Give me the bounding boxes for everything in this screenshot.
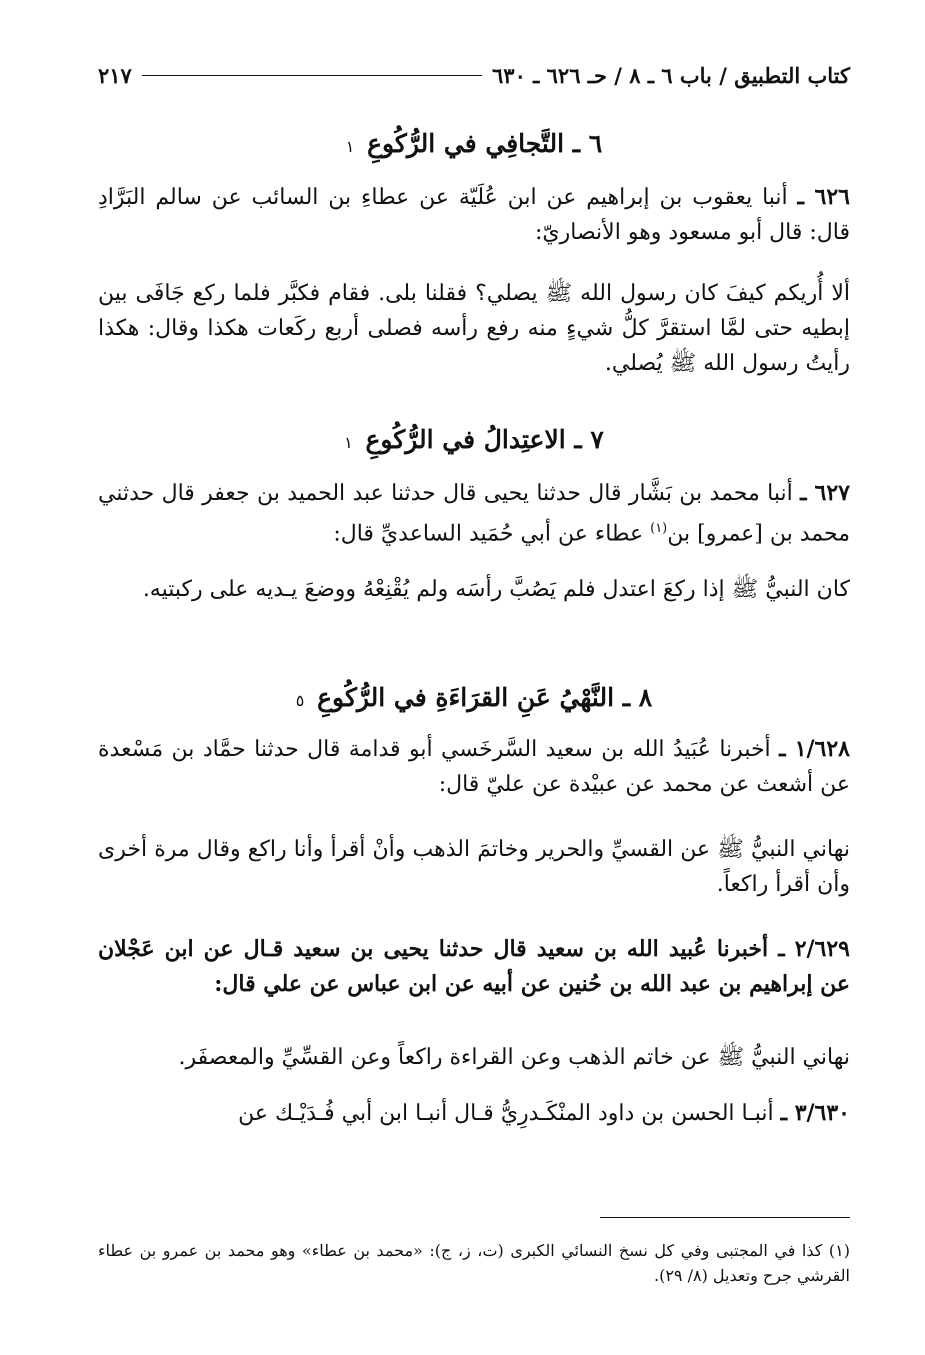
footnote-text: (١) كذا في المجتبى وفي كل نسخ النسائي الكبرى (ت، ز، ج): «محمد بن عطاء» وهو محمد بن عمرو بن عطاء القرشي جرح وتعديل (٨/ ٢٩).	[98, 1241, 850, 1285]
hadith-627-matn	[98, 572, 850, 607]
running-title: كتاب التطبيق / باب ٦ ـ ٨ / حـ ٦٢٦ ـ ٦٣٠	[492, 62, 850, 88]
footnote-ref[interactable]: (١)	[650, 521, 668, 536]
section-heading-text: ٦ ـ التَّجافِي في الرُّكُوعِ	[367, 129, 603, 158]
section-heading-mark: ١	[344, 433, 353, 452]
footnote-rule	[600, 1217, 850, 1218]
section-heading-7	[98, 420, 850, 463]
isnad-text: أخبرنا عُبَيدُ الله بن سعيد السَّرخَسي أبو قدامة قال حدثنا حمَّاد بن مَسْعدة عن أشعث عن محمد عن عبيْدة عن عليّ قال:	[98, 737, 850, 797]
section-heading-text: ٧ ـ الاعتِدالُ في الرُّكُوعِ	[365, 425, 604, 454]
section-heading-mark: ٥	[295, 691, 305, 710]
hadith-626-matn	[98, 276, 850, 381]
isnad-text-end: عطاء عن أبي حُمَيد الساعديِّ قال:	[333, 521, 644, 547]
isnad-text: أنبا يعقوب بن إبراهيم عن ابن عُلَيّة عن عطاءِ بن السائب عن سالم البَرَّادِ قال: قال أبو مسعود وهو الأنصاريّ:	[98, 185, 850, 245]
section-heading-6	[98, 124, 850, 167]
matn-text: ألا أُريكم كيفَ كان رسول الله ﷺ يصلي؟ فقلنا بلى. فقام فكبَّر فلما ركع جَافَى بين إبطيه حتى لمَّا استقرَّ كلُّ شيءٍ منه رفع رأسه فصلى أربع ركَعات هكذا وقال: هكذا رأيتُ رسول الله ﷺ يُصلي.	[98, 281, 850, 376]
hadith-630-isnad	[98, 1096, 850, 1131]
hadith-629-isnad	[98, 932, 850, 1002]
page-number: ٢١٧	[98, 62, 132, 88]
hadith-629-matn	[98, 1040, 850, 1075]
running-header	[98, 58, 850, 92]
isnad-text: أخبرنا عُبيد الله بن سعيد قال حدثنا يحيى بن سعيد قـال عن ابن عَجْلان عن إبراهيم بن عبد الله بن حُنين عن أبيه عن ابن عباس عن علي قال:	[98, 936, 850, 997]
hadith-number: ٦٢٦ ـ	[797, 184, 850, 210]
isnad-text: أنبا محمد بن بَشَّار قال حدثنا يحيى قال حدثنا عبد الحميد بن جعفر قال حدثني محمد بن [عمرو] بن	[98, 481, 850, 547]
matn-text: كان النبيُّ ﷺ إذا ركعَ اعتدل فلم يَصُبَّ رأسَه ولم يُقْنِعْهُ ووضعَ يـديه على ركبتيه.	[142, 577, 850, 602]
isnad-text: أنبـا الحسن بن داود المنْكَـدرِيُّ قـال أنبـا ابن أبي فُـدَيْـك عن	[238, 1101, 774, 1126]
section-heading-text: ٨ ـ النَّهْيُ عَنِ القرَاءَةِ في الرُّكُوعِ	[317, 683, 653, 712]
hadith-627-isnad	[98, 476, 850, 551]
footnote	[98, 1238, 850, 1288]
hadith-number: ١/٦٢٨ ـ	[779, 736, 850, 762]
header-rule	[142, 75, 482, 76]
matn-text: نهاني النبيُّ ﷺ عن القسيِّ والحرير وخاتمَ الذهب وأنْ أقرأ وأنا راكع وقال مرة أخرى وأن أقرأ راكعاً.	[98, 837, 850, 897]
section-heading-mark: ١	[345, 137, 355, 156]
hadith-number: ٦٢٧ ـ	[800, 480, 850, 506]
section-heading-8	[98, 678, 850, 721]
hadith-628-isnad	[98, 732, 850, 802]
hadith-number: ٣/٦٣٠ ـ	[780, 1100, 850, 1126]
hadith-628-matn	[98, 832, 850, 902]
hadith-number: ٢/٦٢٩ ـ	[778, 936, 850, 962]
hadith-626-isnad	[98, 180, 850, 250]
matn-text: نهاني النبيُّ ﷺ عن خاتم الذهب وعن القراءة راكعاً وعن القسِّيِّ والمعصفَر.	[178, 1045, 850, 1070]
